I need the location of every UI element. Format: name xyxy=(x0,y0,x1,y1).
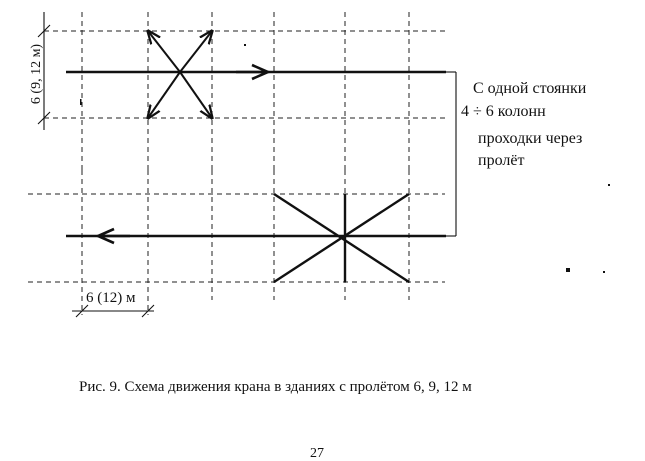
direction-arrow-left-icon xyxy=(98,229,130,243)
stray-mark xyxy=(80,99,82,105)
figure-caption: Рис. 9. Схема движения крана в зданиях с пролётом 6, 9, 12 м xyxy=(79,379,472,395)
note-line-1: С одной стоянки xyxy=(473,80,587,97)
dimension-horizontal xyxy=(72,305,154,317)
note-line-2: 4 ÷ 6 колонн xyxy=(461,103,546,120)
note-line-4: пролёт xyxy=(478,152,525,169)
dimension-horizontal-label: 6 (12) м xyxy=(86,290,136,306)
stray-dot xyxy=(603,271,605,273)
page-number: 27 xyxy=(310,446,324,461)
stray-mark xyxy=(244,44,246,46)
dimension-vertical-label: 6 (9, 12 м) xyxy=(29,43,44,105)
stray-dot xyxy=(566,268,570,272)
bracket-columns xyxy=(446,72,456,236)
note-line-3: проходки через xyxy=(478,130,583,147)
crane-stand-large xyxy=(274,194,409,282)
direction-arrow-right-icon xyxy=(236,65,268,79)
crane-stand-small xyxy=(148,31,212,118)
stray-dot xyxy=(608,184,610,186)
upper-grid xyxy=(44,12,445,170)
